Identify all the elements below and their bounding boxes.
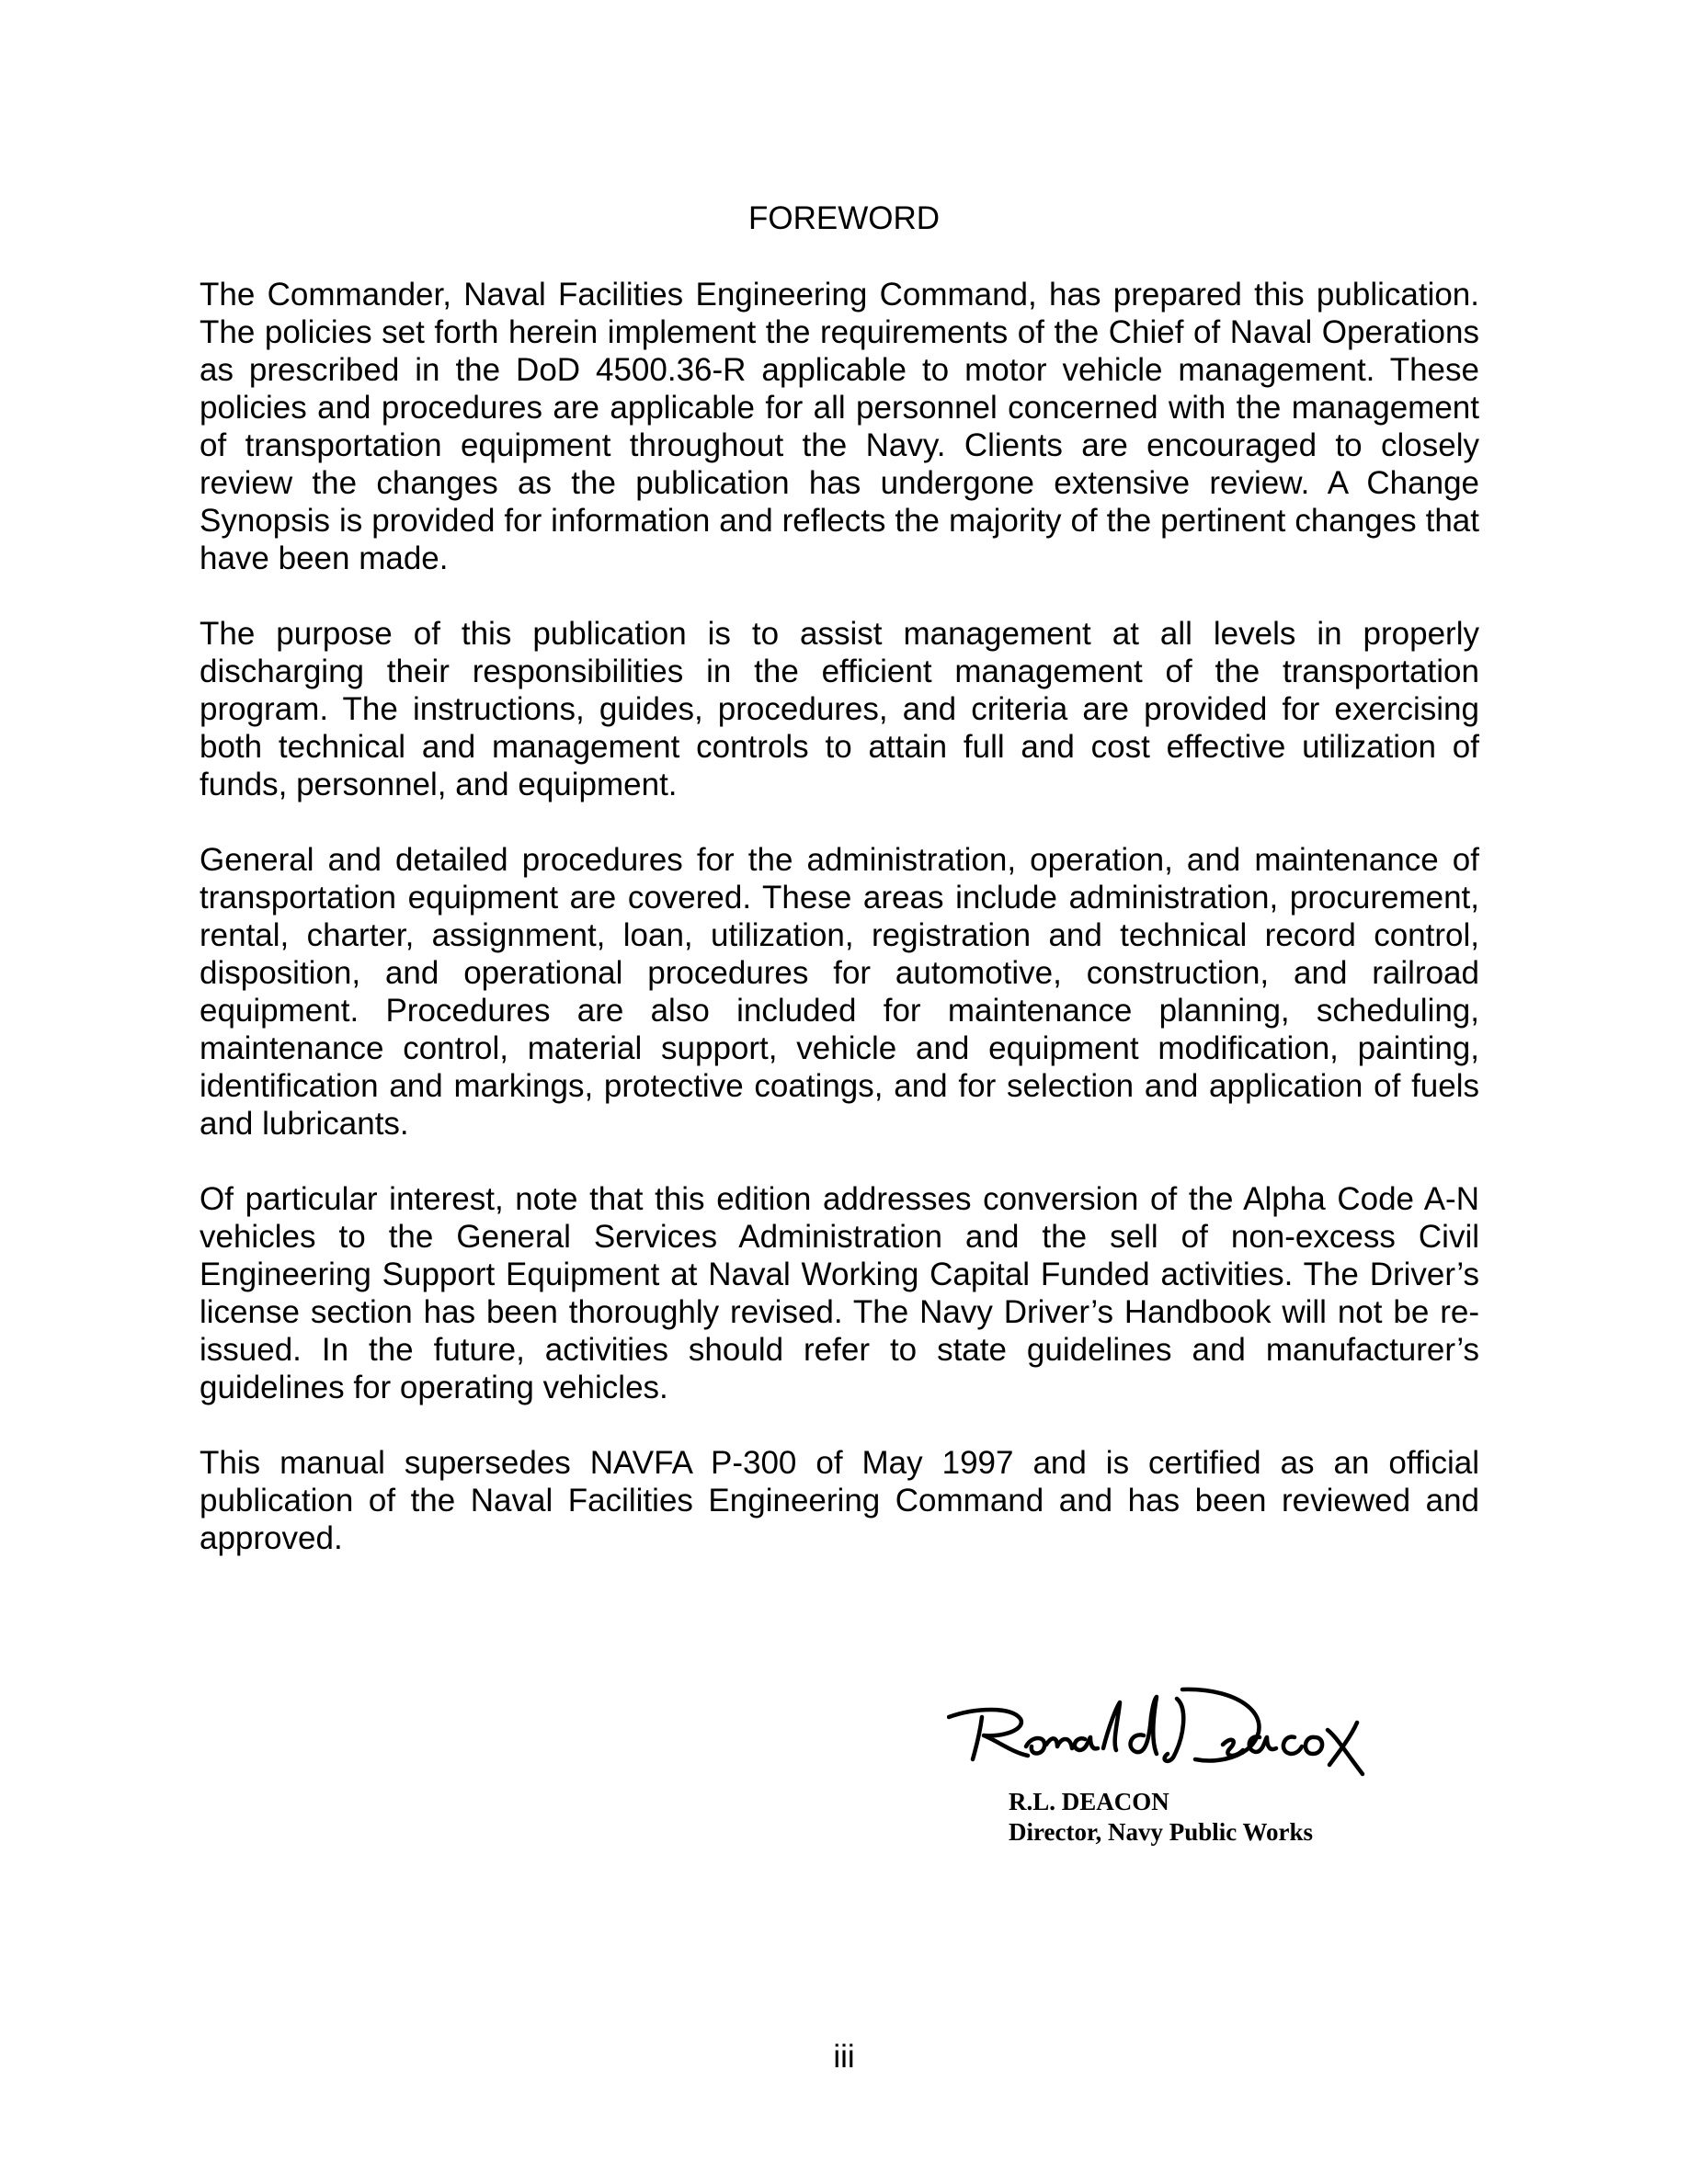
paragraph-5: This manual supersedes NAVFA P-300 of May 1997 and is certified as an official publication of the Naval Facilities Engineering Command and has been reviewed and approved. (200, 1445, 1479, 1556)
paragraph-1: The Commander, Naval Facilities Engineering Command, has prepared this publication. The policies set forth herein implement the requirements of the Chief of Naval Operations as prescribed in the DoD 4500.36-R applicable to motor vehicle management. These policies and procedures are applicable for all personnel concerned with the management of transportation equipment throughout the Navy. Clients are encouraged to closely review the changes as the publication has undergone extensive review. A Change Synopsis is provided for information and reflects the majority of the pertinent changes that have been made. (200, 277, 1479, 576)
paragraph-2: The purpose of this publication is to assist management at all levels in properly discharging their responsibilities in the efficient management of the transportation program. The instructions, guides, procedures, and criteria are provided for exercising both technical and management controls to attain full and cost effective utilization of funds, personnel, and equipment. (200, 616, 1479, 802)
handwritten-signature (947, 1680, 1388, 1798)
signatory-title: Director, Navy Public Works (1009, 1818, 1314, 1846)
paragraph-3: General and detailed procedures for the administration, operation, and maintenance of transportation equipment are covered. These areas include administration, procurement, rental, charter, assignment, loan, utilization, registration and technical record control, disposition, and operational procedures for automotive, construction, and railroad equipment. Procedures are also included for maintenance planning, scheduling, maintenance control, material support, vehicle and equipment modification, painting, identification and markings, protective coatings, and for selection and application of fuels and lubricants. (200, 842, 1479, 1142)
page-title: FOREWORD (747, 200, 941, 236)
foreword-body (200, 276, 1479, 1595)
page-number: iii (833, 2039, 855, 2075)
paragraph-4: Of particular interest, note that this edition addresses conversion of the Alpha Code A-N vehicles to the General Services Administration and the sell of non-excess Civil Engineering Support Equipment at Naval Working Capital Funded activities. The Driver’s license section has been thoroughly revised. The Navy Driver’s Handbook will not be re-issued. In the future, activities should refer to state guidelines and manufacturer’s guidelines for operating vehicles. (200, 1181, 1479, 1405)
signature-block (947, 1680, 1407, 1864)
signatory-name: R.L. DEACON (1009, 1788, 1169, 1815)
